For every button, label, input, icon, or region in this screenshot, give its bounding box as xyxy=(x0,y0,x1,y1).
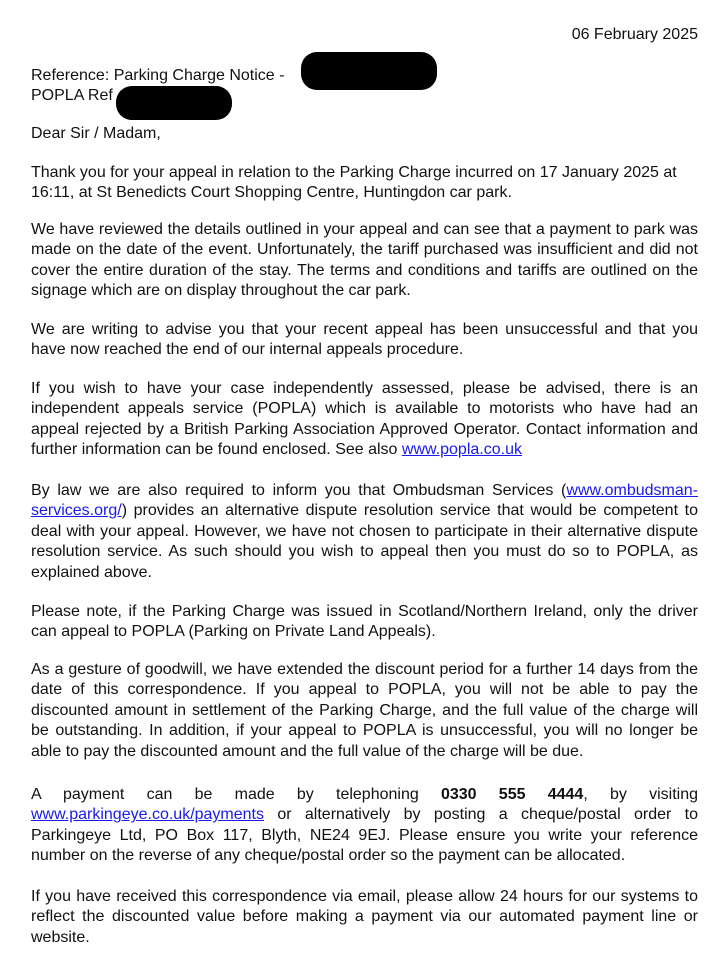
salutation: Dear Sir / Madam, xyxy=(31,125,161,142)
payments-link[interactable]: www.parkingeye.co.uk/payments xyxy=(31,806,264,824)
paragraph-email-notice: If you have received this correspondence via email, please allow 24 hours for our systems to reflect the discounted value before making a payment via our automated payment line or website. xyxy=(31,888,698,946)
redaction-mark-popla xyxy=(116,86,232,120)
ombudsman-text-after: ) provides an alternative dispute resolution service that would be competent to deal with your appeal. However, we have not chosen to participate in their alternative dispute resolution service. As such should you wish to appeal then you must do so to POPLA, as explained above. xyxy=(31,502,698,581)
popla-ref-line xyxy=(31,86,698,106)
paragraph-payment xyxy=(31,785,698,867)
redaction-mark-reference xyxy=(301,52,437,90)
paragraph-appeal-received: Thank you for your appeal in relation to the Parking Charge incurred on 17 January 2025 at 16:11, at St Benedicts Court Shopping Centre, Huntingdon car park. xyxy=(31,164,677,202)
payment-text-mid: , by visiting xyxy=(583,786,699,803)
popla-link[interactable]: www.popla.co.uk xyxy=(401,441,522,459)
ombudsman-link[interactable]: www.ombudsman-services.org/ xyxy=(31,482,698,520)
paragraph-goodwill-discount: As a gesture of goodwill, we have extended the discount period for a further 14 days from the date of this correspondence. If you appeal to POPLA, you will not be able to pay the discounted amount in settlement of the Parking Charge, and the full value of the charge will be outstanding. In addition, if your appeal to POPLA is unsuccessful, you will no longer be able to pay the discounted amount and the full value of the charge will be due. xyxy=(31,661,698,760)
popla-info-text: If you wish to have your case independently assessed, please be advised, there is an independent appeals service (POPLA) which is available to motorists who have had an appeal rejected by a British Parking Association Approved Operator. Contact information and further information can be found enclosed. See also xyxy=(31,380,698,459)
reference-label: Reference: Parking Charge Notice - xyxy=(31,67,285,84)
payment-text-after: or alternatively by posting a cheque/postal order to Parkingeye Ltd, PO Box 117, Blyth, NE24 9EJ. Please ensure you write your reference number on the reverse of any cheque/postal order so the payment can be allocated. xyxy=(31,806,698,865)
payment-phone-number: 0330 555 4444 xyxy=(440,786,584,803)
reference-line xyxy=(31,66,698,86)
paragraph-appeal-unsuccessful: We are writing to advise you that your recent appeal has been unsuccessful and that you have now reached the end of our internal appeals procedure. xyxy=(31,321,698,359)
reference-block xyxy=(31,66,698,106)
letter-date: 06 February 2025 xyxy=(571,26,698,43)
paragraph-ombudsman xyxy=(31,481,698,583)
popla-ref-label: POPLA Ref xyxy=(31,87,113,104)
ombudsman-text-before: By law we are also required to inform you that Ombudsman Services ( xyxy=(31,482,567,499)
payment-text-before: A payment can be made by telephoning xyxy=(31,786,441,803)
paragraph-popla-info xyxy=(31,379,698,461)
paragraph-scotland-ni: Please note, if the Parking Charge was issued in Scotland/Northern Ireland, only the driver can appeal to POPLA (Parking on Private Land Appeals). xyxy=(31,603,698,641)
paragraph-review-details: We have reviewed the details outlined in your appeal and can see that a payment to park was made on the date of the event. Unfortunately, the tariff purchased was insufficient and did not cover the entire duration of the stay. The terms and conditions and tariffs are outlined on the signage which are on display throughout the car park. xyxy=(31,221,698,300)
